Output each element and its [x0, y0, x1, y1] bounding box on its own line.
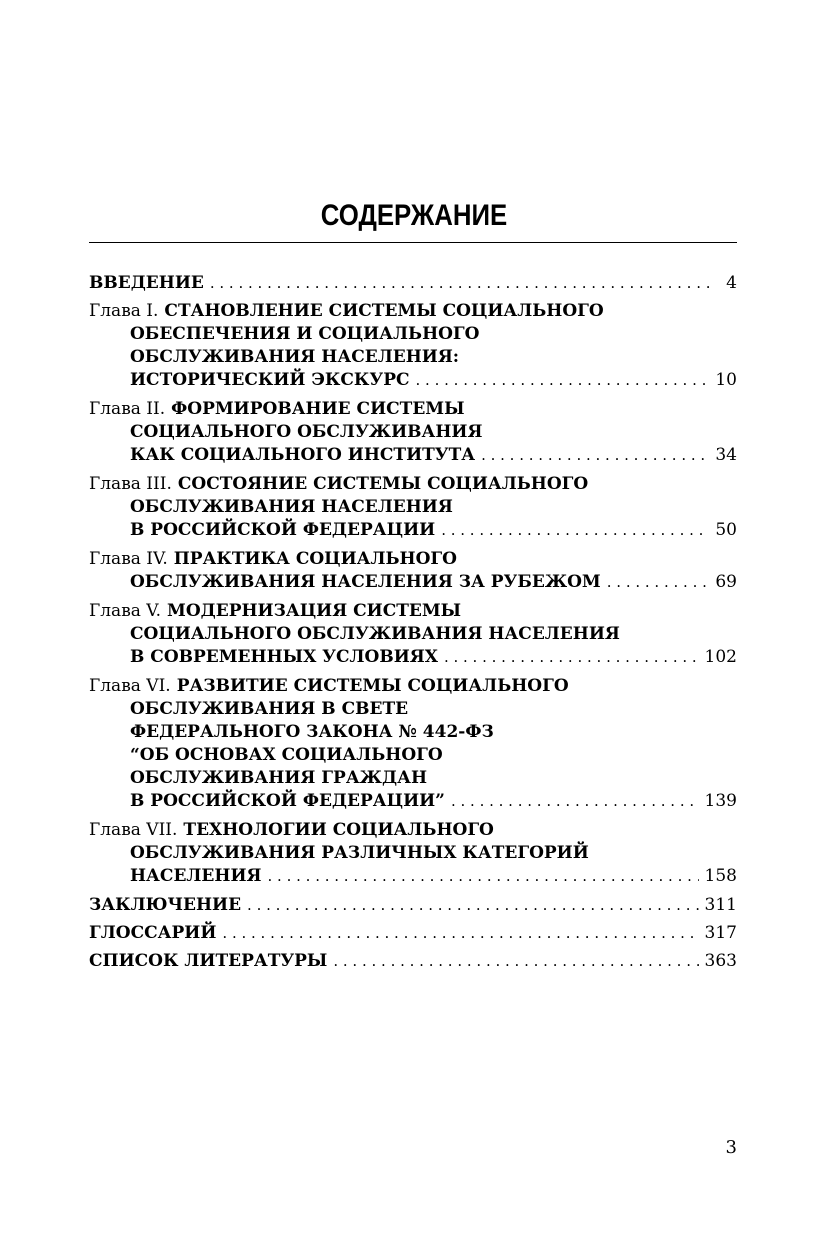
toc-entry-title: ОБСЛУЖИВАНИЯ РАЗЛИЧНЫХ КАТЕГОРИЙ: [130, 843, 589, 863]
toc-entry-line: [89, 842, 737, 865]
toc-page-number: 50: [715, 520, 737, 540]
toc-entry-line: [89, 819, 737, 842]
toc-entry-title: НАСЕЛЕНИЯ: [130, 866, 262, 886]
toc-entry[interactable]: [89, 950, 737, 973]
toc-page-number: 363: [704, 951, 737, 971]
toc-entry-line: [89, 548, 737, 571]
table-of-contents: [89, 272, 737, 978]
toc-entry-title: СОЦИАЛЬНОГО ОБСЛУЖИВАНИЯ: [130, 422, 483, 442]
dot-leader: [607, 571, 710, 594]
toc-entry-title: МОДЕРНИЗАЦИЯ СИСТЕМЫ: [167, 601, 462, 621]
toc-entry-title: ИСТОРИЧЕСКИЙ ЭКСКУРС: [130, 370, 410, 390]
toc-entry-line: [89, 300, 737, 323]
dot-leader: [210, 272, 711, 295]
chapter-prefix: Глава I.: [89, 301, 159, 321]
toc-entry-title: ВВЕДЕНИЕ: [89, 273, 204, 293]
toc-entry[interactable]: [89, 819, 737, 888]
toc-entry-title: ОБСЛУЖИВАНИЯ НАСЕЛЕНИЯ:: [130, 347, 460, 367]
toc-entry[interactable]: [89, 398, 737, 467]
toc-entry-title: “ОБ ОСНОВАХ СОЦИАЛЬНОГО: [130, 745, 443, 765]
toc-entry-line: [89, 444, 737, 467]
toc-entry[interactable]: [89, 272, 737, 295]
toc-page-number: 34: [715, 445, 737, 465]
page-title: СОДЕРЖАНИЕ: [320, 199, 508, 232]
dot-leader: [444, 646, 699, 669]
toc-entry-title: СПИСОК ЛИТЕРАТУРЫ: [89, 951, 328, 971]
toc-entry-title: ОБСЛУЖИВАНИЯ НАСЕЛЕНИЯ ЗА РУБЕЖОМ: [130, 572, 601, 592]
toc-entry-line: [89, 421, 737, 444]
toc-entry[interactable]: [89, 548, 737, 594]
toc-entry-line: [89, 646, 737, 669]
toc-page-number: 311: [704, 895, 737, 915]
toc-entry-line: [89, 894, 737, 917]
toc-page-number: 158: [704, 866, 737, 886]
toc-entry-title: В РОССИЙСКОЙ ФЕДЕРАЦИИ: [130, 520, 436, 540]
toc-entry-line: [89, 346, 737, 369]
toc-entry-title: СТАНОВЛЕНИЕ СИСТЕМЫ СОЦИАЛЬНОГО: [164, 301, 604, 321]
chapter-prefix: Глава II.: [89, 399, 166, 419]
toc-entry-line: [89, 922, 737, 945]
toc-entry-title: ТЕХНОЛОГИИ СОЦИАЛЬНОГО: [183, 820, 494, 840]
toc-entry-title: РАЗВИТИЕ СИСТЕМЫ СОЦИАЛЬНОГО: [176, 676, 569, 696]
toc-page-number: 4: [726, 273, 737, 293]
toc-entry-title: ФОРМИРОВАНИЕ СИСТЕМЫ: [171, 399, 465, 419]
toc-entry-line: [89, 369, 737, 392]
toc-entry-line: [89, 473, 737, 496]
toc-entry-line: [89, 323, 737, 346]
toc-entry-line: [89, 519, 737, 542]
toc-entry-title: ЗАКЛЮЧЕНИЕ: [89, 895, 242, 915]
toc-entry[interactable]: [89, 300, 737, 392]
toc-entry-line: [89, 950, 737, 973]
dot-leader: [222, 922, 698, 945]
toc-entry-line: [89, 767, 737, 790]
chapter-prefix: Глава VI.: [89, 676, 171, 696]
toc-entry-title: КАК СОЦИАЛЬНОГО ИНСТИТУТА: [130, 445, 476, 465]
toc-entry-title: ОБСЛУЖИВАНИЯ НАСЕЛЕНИЯ: [130, 497, 453, 517]
toc-entry-line: [89, 398, 737, 421]
toc-entry[interactable]: [89, 922, 737, 945]
dot-leader: [268, 865, 699, 888]
toc-entry-title: СОСТОЯНИЕ СИСТЕМЫ СОЦИАЛЬНОГО: [177, 474, 589, 494]
toc-entry-line: [89, 272, 737, 295]
dot-leader: [247, 894, 699, 917]
toc-entry-line: [89, 600, 737, 623]
toc-entry-title: ПРАКТИКА СОЦИАЛЬНОГО: [173, 549, 457, 569]
toc-entry-line: [89, 571, 737, 594]
chapter-prefix: Глава III.: [89, 474, 172, 494]
toc-entry-line: [89, 744, 737, 767]
chapter-prefix: Глава VII.: [89, 820, 178, 840]
title-divider: [89, 242, 737, 243]
dot-leader: [333, 950, 698, 973]
toc-entry-line: [89, 790, 737, 813]
toc-page-number: 102: [704, 647, 737, 667]
toc-entry-title: ОБСЛУЖИВАНИЯ ГРАЖДАН: [130, 768, 428, 788]
toc-entry-title: ОБСЛУЖИВАНИЯ В СВЕТЕ: [130, 699, 409, 719]
toc-entry-line: [89, 698, 737, 721]
dot-leader: [416, 369, 710, 392]
toc-entry-line: [89, 675, 737, 698]
toc-entry[interactable]: [89, 894, 737, 917]
toc-entry-line: [89, 721, 737, 744]
toc-entry-title: ФЕДЕРАЛЬНОГО ЗАКОНА № 442-ФЗ: [130, 722, 494, 742]
dot-leader: [441, 519, 709, 542]
chapter-prefix: Глава V.: [89, 601, 162, 621]
toc-entry-title: В РОССИЙСКОЙ ФЕДЕРАЦИИ”: [130, 791, 445, 811]
toc-entry-title: ОБЕСПЕЧЕНИЯ И СОЦИАЛЬНОГО: [130, 324, 480, 344]
dot-leader: [451, 790, 699, 813]
toc-entry-title: ГЛОССАРИЙ: [89, 923, 217, 943]
toc-page-number: 139: [704, 791, 737, 811]
toc-page-number: 69: [715, 572, 737, 592]
toc-entry-line: [89, 623, 737, 646]
toc-entry-line: [89, 865, 737, 888]
toc-page-number: 317: [704, 923, 737, 943]
toc-page-number: 10: [715, 370, 737, 390]
toc-entry[interactable]: [89, 473, 737, 542]
toc-entry-line: [89, 496, 737, 519]
chapter-prefix: Глава IV.: [89, 549, 168, 569]
toc-entry[interactable]: [89, 675, 737, 813]
page-number: 3: [725, 1137, 737, 1158]
dot-leader: [481, 444, 709, 467]
toc-entry-title: В СОВРЕМЕННЫХ УСЛОВИЯХ: [130, 647, 438, 667]
toc-entry[interactable]: [89, 600, 737, 669]
toc-entry-title: СОЦИАЛЬНОГО ОБСЛУЖИВАНИЯ НАСЕЛЕНИЯ: [130, 624, 620, 644]
